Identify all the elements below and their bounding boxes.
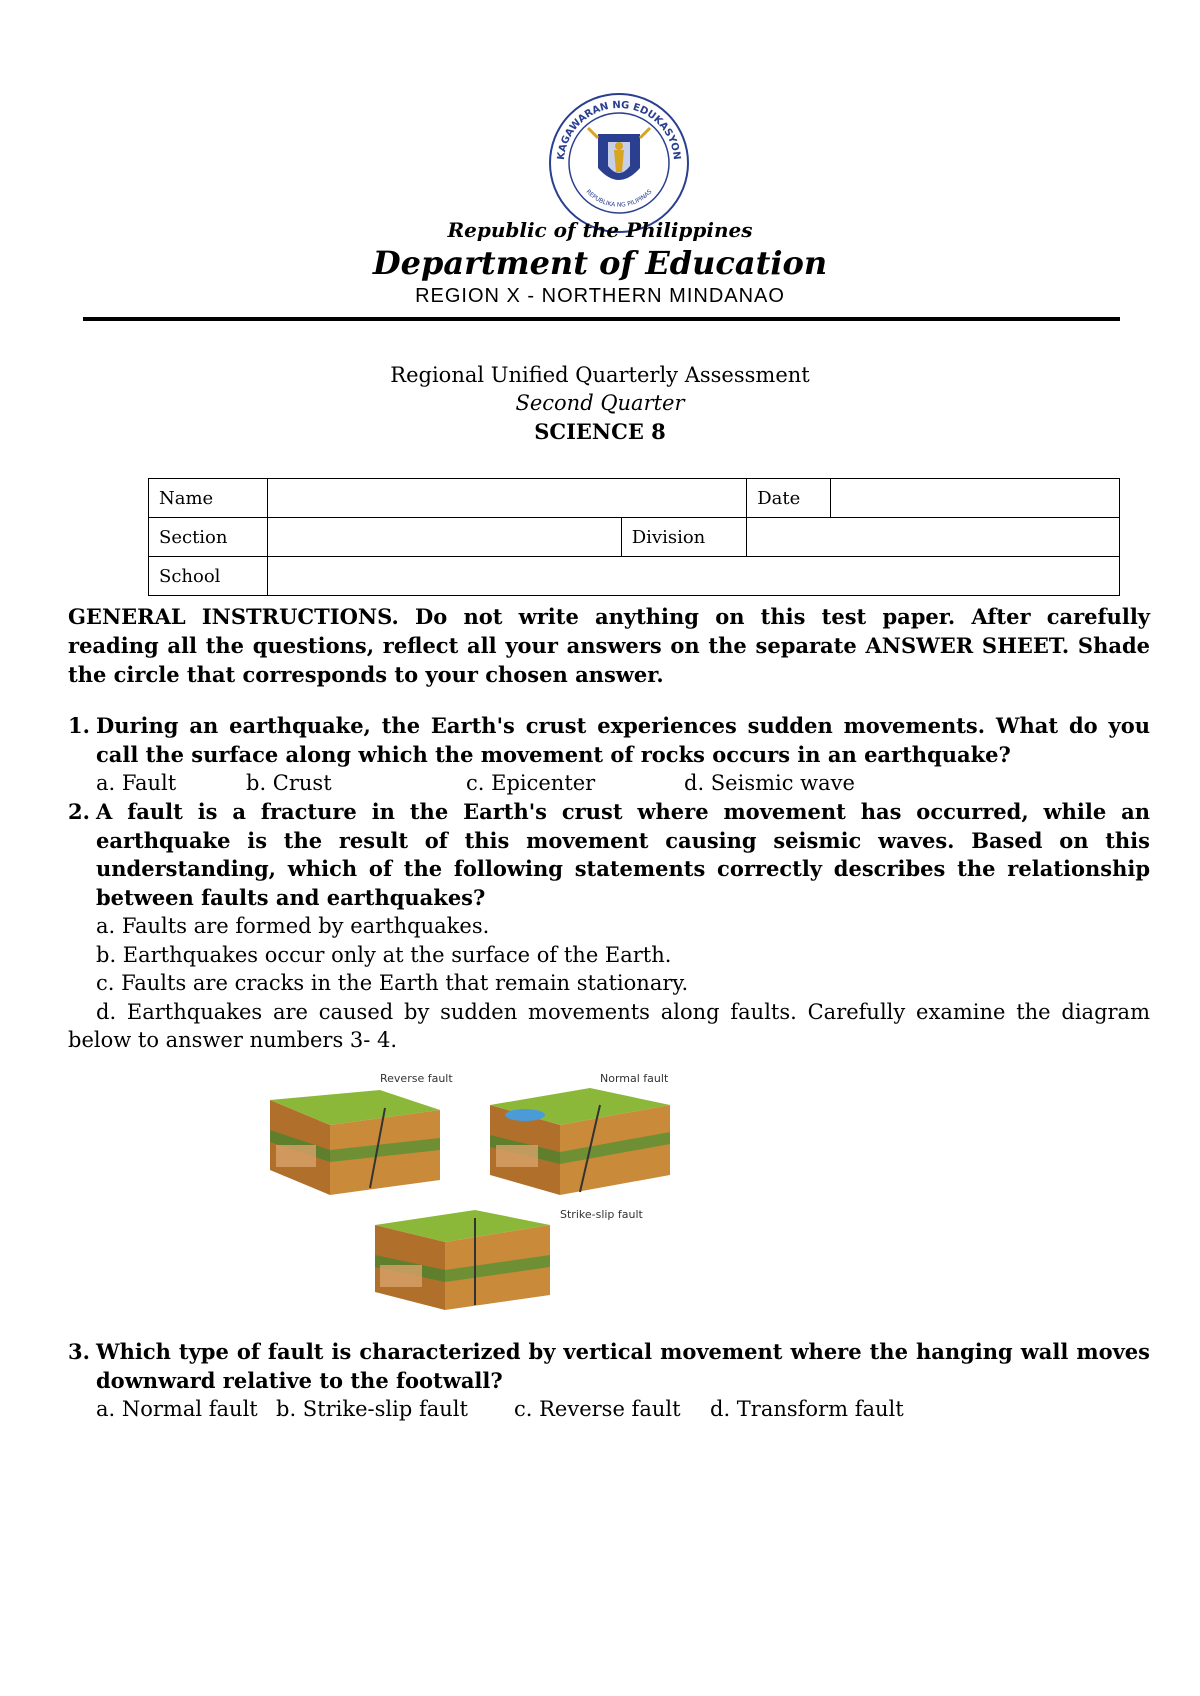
division-field	[747, 518, 1120, 557]
school-label: School	[149, 557, 268, 596]
question-2	[68, 798, 1150, 1055]
date-label: Date	[747, 479, 830, 518]
question-number: 1.	[68, 713, 90, 738]
option-a: a. Faults are formed by earthquakes.	[96, 914, 490, 938]
normal-fault-block	[490, 1072, 670, 1195]
option-c: c. Epicenter	[466, 771, 596, 795]
seal-text-top: KAGAWARAN NG EDUKASYON	[556, 99, 683, 161]
question-text: During an earthquake, the Earth's crust experiences sudden movements. What do you call the surface along which the movement of rocks occurs in an earthquake?	[96, 713, 1150, 767]
date-field	[830, 479, 1119, 518]
assessment-title: Regional Unified Quarterly Assessment	[390, 363, 810, 387]
section-label: Section	[149, 518, 268, 557]
subject-title: SCIENCE 8	[534, 419, 666, 444]
option-c: c. Faults are cracks in the Earth that remain stationary.	[96, 971, 689, 995]
question-number: 3.	[68, 1339, 90, 1364]
option-d: d. Earthquakes are caused by sudden movements along faults. Carefully examine the diagram below to answer numbers 3- 4.	[68, 999, 1150, 1052]
quarter-title: Second Quarter	[515, 391, 685, 415]
division-label: Division	[621, 518, 746, 557]
option-d: d. Transform fault	[710, 1397, 904, 1421]
region-heading: REGION X - NORTHERN MINDANAO	[415, 285, 785, 307]
question-text: Which type of fault is characterized by vertical movement where the hanging wall moves downward relative to the footwall?	[96, 1339, 1150, 1393]
school-field	[267, 557, 1119, 596]
option-b: b. Strike-slip fault	[276, 1397, 468, 1421]
header-divider	[83, 317, 1120, 321]
fault-types-diagram	[260, 1070, 700, 1320]
question-1	[68, 712, 1150, 798]
reverse-fault-label: Reverse fault	[380, 1072, 453, 1085]
option-c: c. Reverse fault	[514, 1397, 681, 1421]
section-field	[267, 518, 621, 557]
option-a: a. Normal fault	[96, 1397, 258, 1421]
option-b: b. Earthquakes occur only at the surface of the Earth.	[96, 942, 672, 967]
seal-text-bottom: REPUBLIKA NG PILIPINAS	[584, 188, 654, 209]
strike-slip-block	[375, 1208, 644, 1310]
reverse-fault-block	[270, 1072, 453, 1195]
normal-fault-label: Normal fault	[600, 1072, 669, 1085]
deped-seal	[548, 92, 690, 234]
general-instructions: GENERAL INSTRUCTIONS. Do not write anything on this test paper. After carefully reading all the questions, reflect all your answers on the separate ANSWER SHEET. Shade the circle that corresponds to your chosen answer.	[68, 604, 1150, 687]
question-number: 2.	[68, 799, 90, 824]
question-3	[68, 1338, 1150, 1424]
student-info-table	[148, 478, 1120, 596]
question-text: A fault is a fracture in the Earth's crust where movement has occurred, while an earthquake is the result of this movement causing seismic waves. Based on this understanding, which of the following statements correctly describes the relationship between faults and earthquakes?	[96, 799, 1150, 910]
name-field	[267, 479, 747, 518]
option-d: d. Seismic wave	[684, 771, 855, 795]
republic-heading: Republic of the Philippines	[447, 218, 753, 242]
strike-slip-label: Strike-slip fault	[560, 1208, 643, 1221]
department-heading: Department of Education	[372, 244, 828, 282]
option-b: b. Crust	[246, 771, 332, 795]
name-label: Name	[149, 479, 268, 518]
option-a: a. Fault	[96, 771, 177, 795]
